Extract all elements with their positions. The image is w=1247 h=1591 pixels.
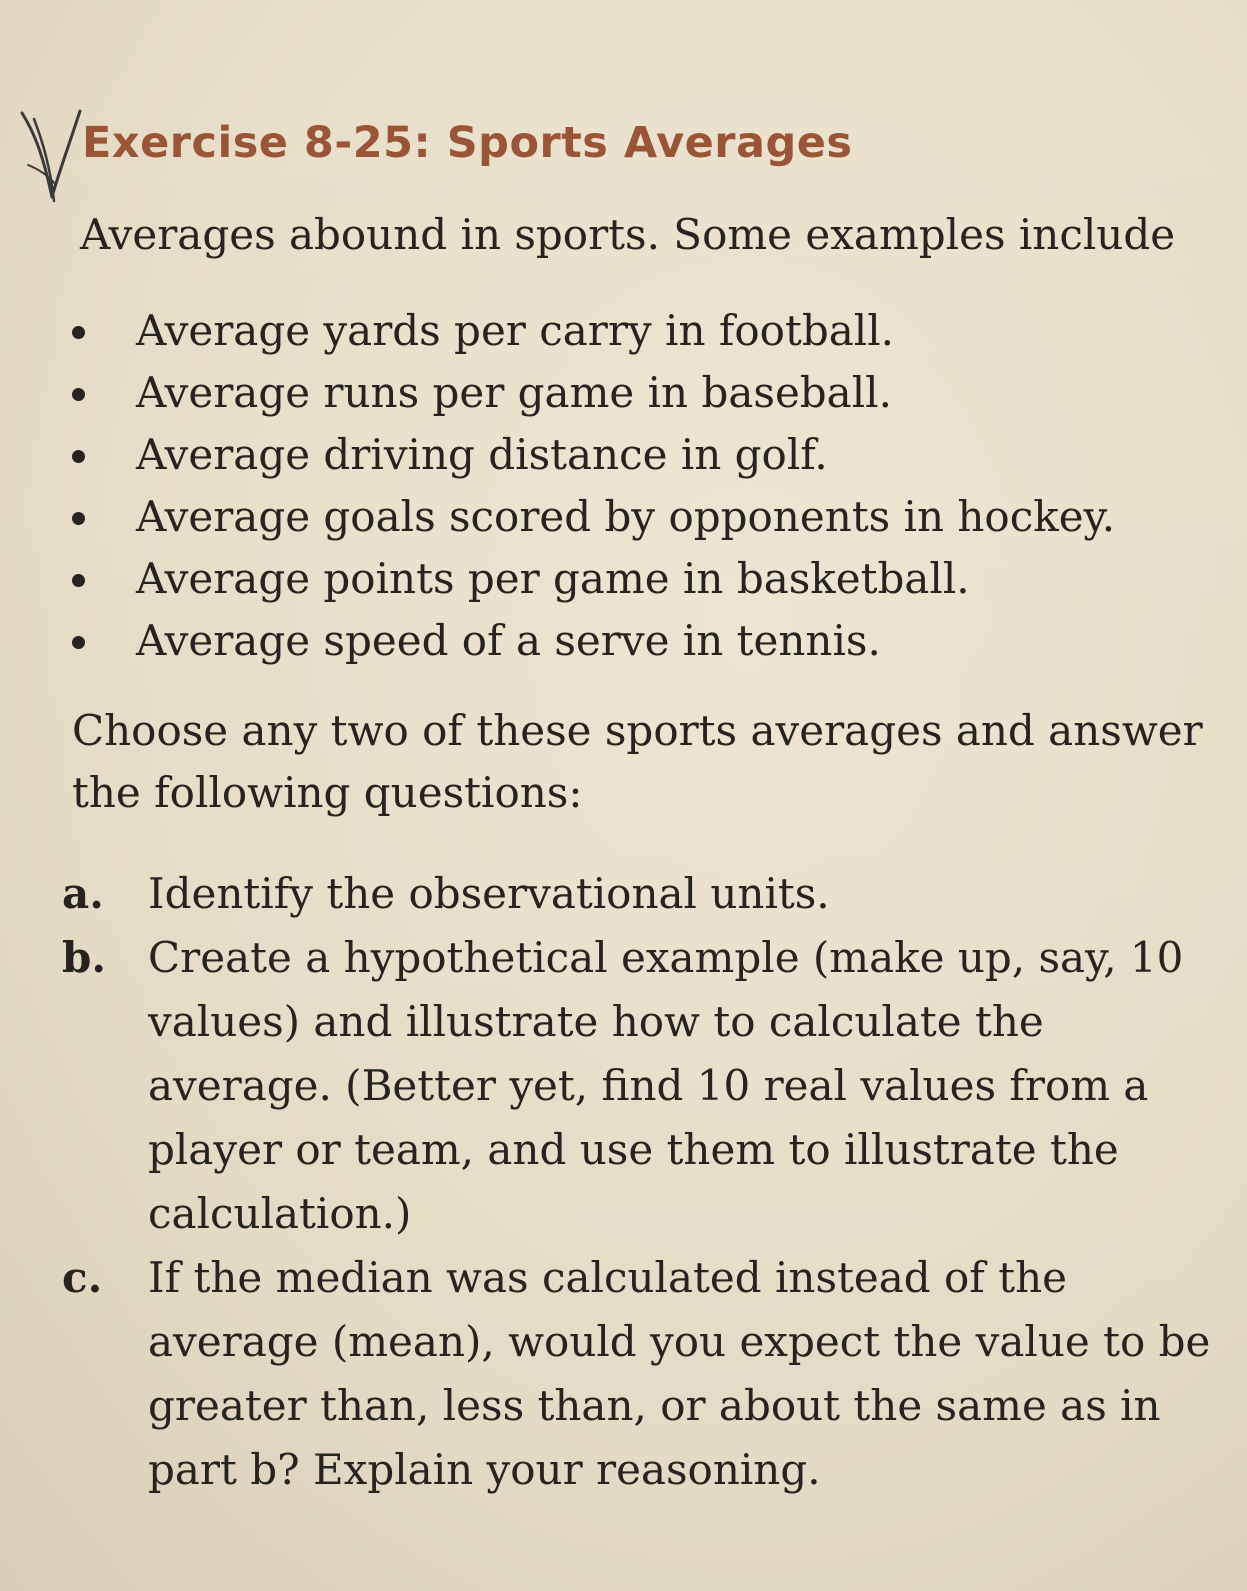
list-item xyxy=(72,486,1192,548)
list-item xyxy=(72,300,1192,362)
question-letter: b. xyxy=(62,933,106,982)
instruction-text: Choose any two of these sports averages and answer the following questions: xyxy=(72,706,1203,817)
example-text: Average runs per game in baseball. xyxy=(136,368,892,417)
bullet-icon xyxy=(72,388,85,401)
bullet-icon xyxy=(72,574,85,587)
examples-list xyxy=(72,300,1192,672)
questions-list xyxy=(62,862,1212,1502)
bullet-icon xyxy=(72,636,85,649)
list-item xyxy=(72,362,1192,424)
example-text: Average speed of a serve in tennis. xyxy=(136,616,881,665)
question-a xyxy=(62,862,1212,926)
question-c xyxy=(62,1246,1212,1502)
question-letter: a. xyxy=(62,869,104,918)
list-item xyxy=(72,548,1192,610)
bullet-icon xyxy=(72,450,85,463)
question-b xyxy=(62,926,1212,1246)
question-text: If the median was calculated instead of the average (mean), would you expect the value to be greater than, less than, or about the same as in part b? Explain your reasoning. xyxy=(148,1253,1211,1494)
question-text: Create a hypothetical example (make up, say, 10 values) and illustrate how to calculate the average. (Better yet, find 10 real values from a player or team, and use them to illustrate the calculation.) xyxy=(148,933,1184,1238)
bullet-icon xyxy=(72,512,85,525)
exercise-title: Exercise 8-25: Sports Averages xyxy=(82,118,853,168)
example-text: Average yards per carry in football. xyxy=(136,306,894,355)
intro-text: Averages abound in sports. Some examples include xyxy=(80,210,1176,259)
example-text: Average driving distance in golf. xyxy=(136,430,828,479)
example-text: Average goals scored by opponents in hockey. xyxy=(136,492,1116,541)
list-item xyxy=(72,424,1192,486)
example-text: Average points per game in basketball. xyxy=(136,554,970,603)
bullet-icon xyxy=(72,326,85,339)
question-letter: c. xyxy=(62,1253,103,1302)
question-text: Identify the observational units. xyxy=(148,869,830,918)
list-item xyxy=(72,610,1192,672)
